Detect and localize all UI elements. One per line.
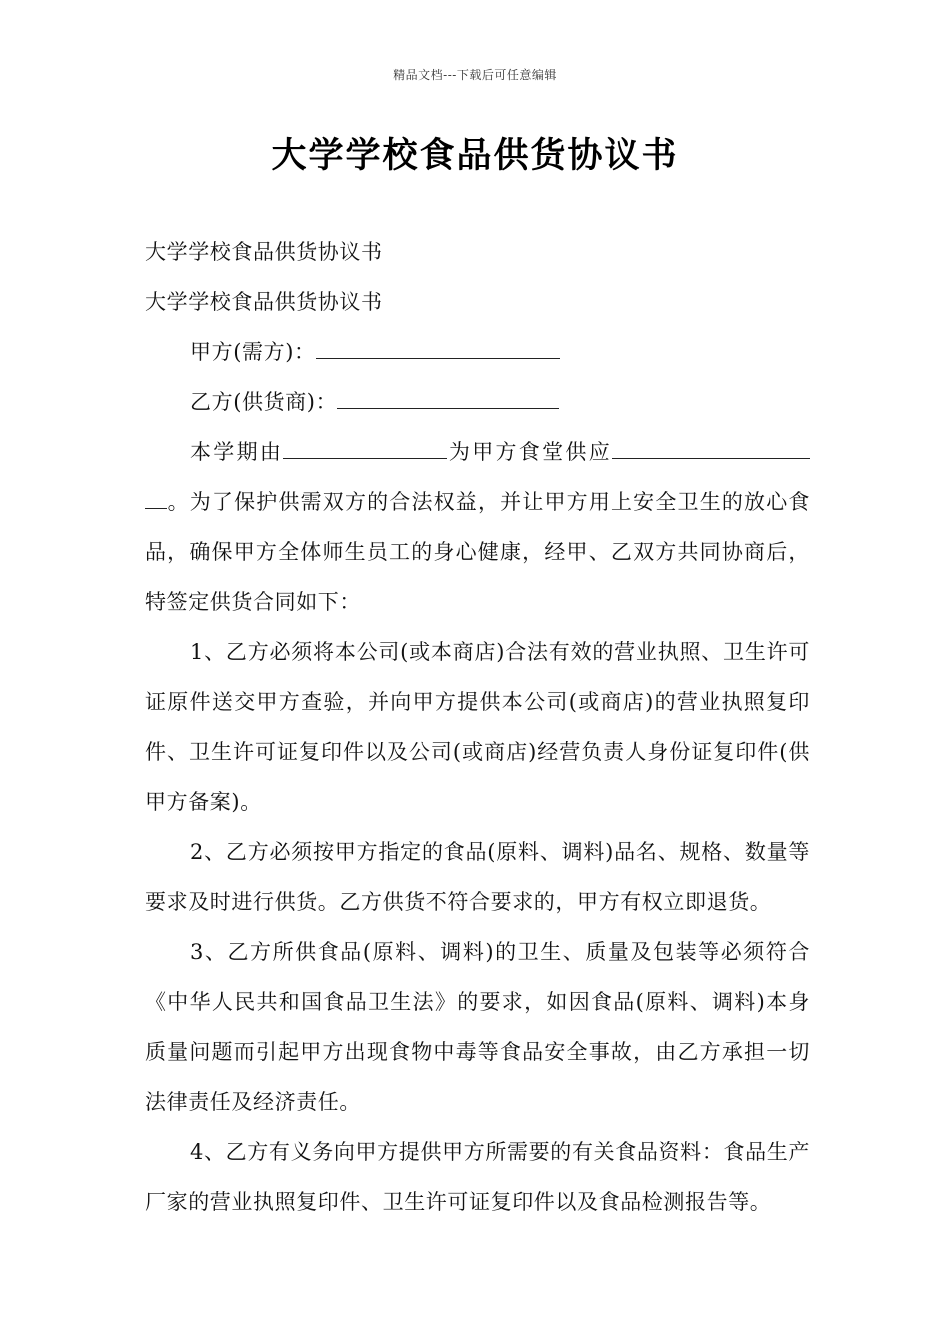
- clause-3: 3、乙方所供食品(原料、调料)的卫生、质量及包装等必须符合《中华人民共和国食品卫生法》的要求，如因食品(原料、调料)本身质量问题而引起甲方出现食物中毒等食品安全事故，由乙方承担一切法律责任及经济责任。: [145, 940, 810, 1114]
- party-b-blank: [337, 388, 559, 409]
- goods-blank-2: [145, 488, 167, 509]
- party-b-label: 乙方(供货商)：: [190, 390, 338, 414]
- clause-2: 2、乙方必须按甲方指定的食品(原料、调料)品名、规格、数量等要求及时进行供货。乙方供货不符合要求的，甲方有权立即退货。: [145, 840, 810, 914]
- clause-4: 4、乙方有义务向甲方提供甲方所需要的有关食品资料：食品生产厂家的营业执照复印件、卫生许可证复印件以及食品检测报告等。: [145, 1140, 810, 1214]
- intro-paragraph: [145, 427, 810, 627]
- supplier-blank: [283, 438, 447, 459]
- document-body: [145, 227, 810, 1227]
- party-a-label: 甲方(需方)：: [190, 340, 316, 364]
- intro-text-3: 。为了保护供需双方的合法权益，并让甲方用上安全卫生的放心食品，确保甲方全体师生员工的身心健康，经甲、乙双方共同协商后，特签定供货合同如下：: [145, 490, 810, 614]
- party-a-blank: [316, 338, 560, 359]
- subtitle-line-1: 大学学校食品供货协议书: [145, 240, 383, 264]
- watermark-header: 精品文档---下载后可任意编辑: [393, 68, 557, 82]
- document-title: 大学学校食品供货协议书: [271, 136, 679, 176]
- party-a-line: [145, 327, 810, 377]
- intro-text-2: 为甲方食堂供应: [447, 440, 612, 464]
- party-b-line: [145, 377, 810, 427]
- subtitle-line-2: 大学学校食品供货协议书: [145, 290, 383, 314]
- clause-1: 1、乙方必须将本公司(或本商店)合法有效的营业执照、卫生许可证原件送交甲方查验，并向甲方提供本公司(或商店)的营业执照复印件、卫生许可证复印件以及公司(或商店)经营负责人身份证复印件(供甲方备案)。: [145, 640, 810, 814]
- intro-text-1: 本学期由: [190, 440, 284, 464]
- goods-blank-1: [612, 438, 810, 459]
